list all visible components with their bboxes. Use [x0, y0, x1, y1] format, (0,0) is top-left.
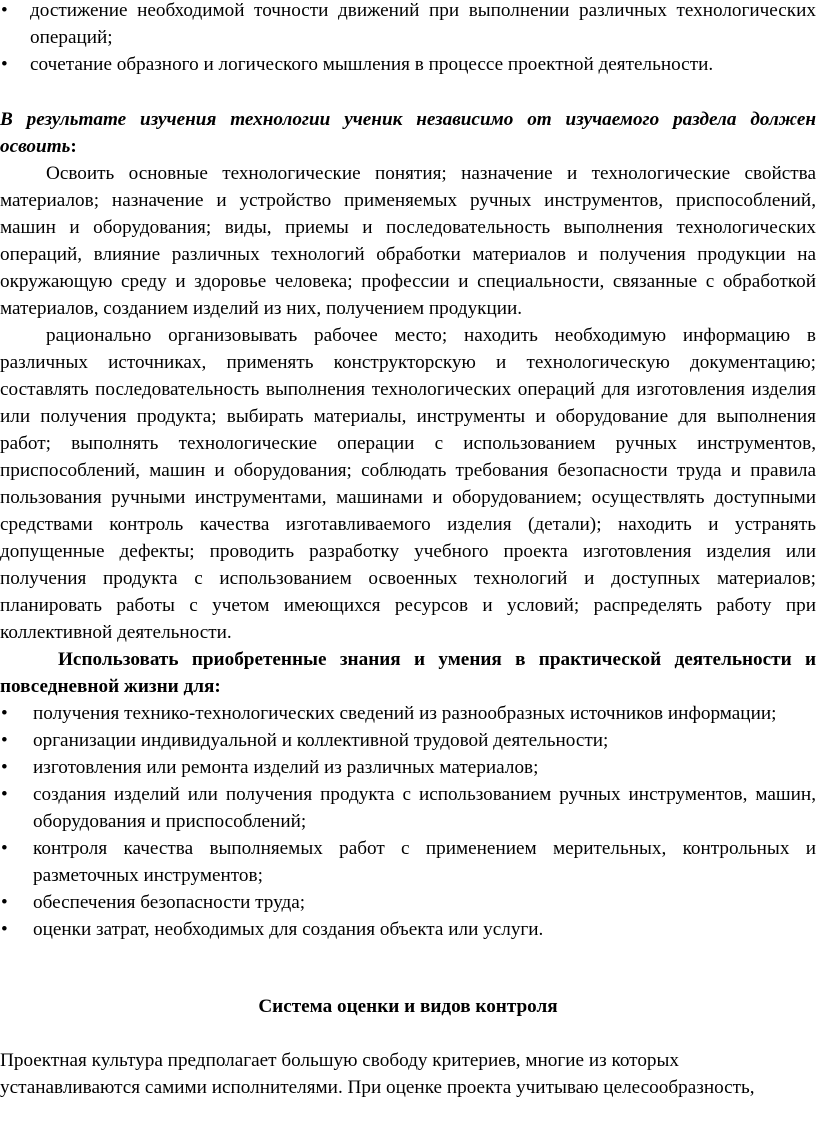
- bullet-icon: •: [1, 0, 8, 21]
- section-title: Система оценки и видов контроля: [258, 996, 558, 1017]
- result-heading-colon: :: [70, 136, 77, 157]
- bullet-icon: •: [1, 757, 8, 778]
- bullet-icon: •: [1, 919, 8, 940]
- usage-bullet-list: [0, 700, 816, 943]
- bullet-text: контроля качества выполняемых работ с применением мерительных, контрольных и разметочных инструментов;: [33, 838, 816, 886]
- bullet-text: обеспечения безопасности труда;: [33, 892, 306, 913]
- bullet-icon: •: [1, 892, 8, 913]
- bullet-text: создания изделий или получения продукта с использованием ручных инструментов, машин, оборудования и приспособлений;: [33, 784, 816, 832]
- list-item: [0, 700, 816, 727]
- result-heading-italic: В результате изучения технологии ученик независимо от изучаемого раздела должен освоить: [0, 109, 816, 157]
- list-item: [0, 754, 816, 781]
- bullet-text: достижение необходимой точности движений при выполнении различных технологических операций;: [30, 0, 816, 48]
- paragraph-skills: рационально организовывать рабочее место; находить необходимую информацию в различных источниках, применять конструкторскую и технологическую документацию; составлять последовательность выполнения технологических операций для изготовления изделия или получения продукта; выбирать материалы, инструменты и оборудование для выполнения работ; выполнять технологические операции с использованием ручных инструментов, приспособлений, машин и оборудования; соблюдать требования безопасности труда и правила пользования ручными инструментами, машинами и оборудованием; осуществлять доступными средствами контроль качества изготавливаемого изделия (детали); находить и устранять допущенные дефекты; проводить разработку учебного проекта изготовления изделия или получения продукта с использованием освоенных технологий и доступных материалов; планировать работы с учетом имеющихся ресурсов и условий; распределять работу при коллективной деятельности.: [0, 325, 816, 643]
- bullet-icon: •: [1, 703, 8, 724]
- closing-line-2: устанавливаются самими исполнителями. При оценке проекта учитываю целесообразность,: [0, 1077, 755, 1098]
- bullet-icon: •: [1, 730, 8, 751]
- bullet-icon: •: [1, 838, 8, 859]
- paragraph-master: Освоить основные технологические понятия; назначение и технологические свойства материалов; назначение и устройство применяемых ручных инструментов, приспособлений, машин и оборудования; виды, приемы и последовательность выполнения технологических операций, влияние различных технологий обработки материалов и получения продукции на окружающую среду и здоровье человека; профессии и специальности, связанные с обработкой материалов, созданием изделий из них, получением продукции.: [0, 163, 816, 319]
- bullet-text: оценки затрат, необходимых для создания объекта или услуги.: [33, 919, 544, 940]
- bullet-text: получения технико-технологических сведений из разнообразных источников информации;: [33, 703, 777, 724]
- list-item: [0, 889, 816, 916]
- list-item: [0, 727, 816, 754]
- closing-line-1: Проектная культура предполагает большую свободу критериев, многие из которых: [0, 1050, 679, 1071]
- bullet-text: сочетание образного и логического мышления в процессе проектной деятельности.: [30, 54, 714, 75]
- bullet-icon: •: [1, 54, 8, 75]
- list-item: [0, 781, 816, 835]
- bullet-text: организации индивидуальной и коллективной трудовой деятельности;: [33, 730, 609, 751]
- bullet-icon: •: [1, 784, 8, 805]
- intro-bullet-list: [0, 0, 816, 78]
- list-item: [0, 835, 816, 889]
- result-heading: [0, 106, 816, 160]
- usage-heading: Использовать приобретенные знания и умения в практической деятельности и повседневной жизни для:: [0, 649, 816, 697]
- list-item: [0, 916, 816, 943]
- list-item: [0, 0, 816, 51]
- list-item: [0, 51, 816, 78]
- bullet-text: изготовления или ремонта изделий из различных материалов;: [33, 757, 539, 778]
